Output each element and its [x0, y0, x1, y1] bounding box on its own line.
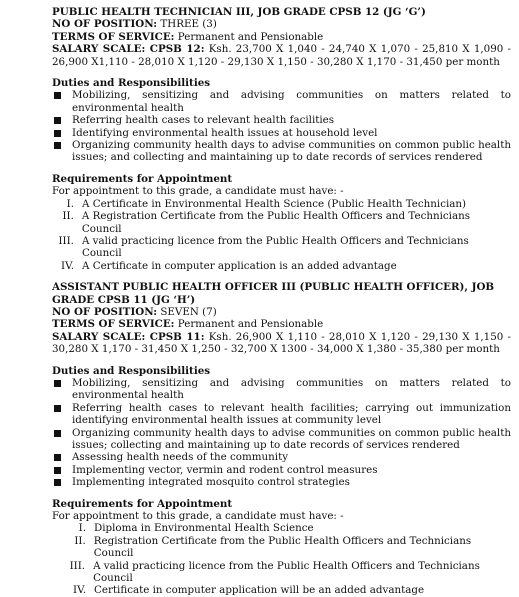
list-item	[52, 584, 511, 596]
list-item: Implementing integrated mosquito control strategies	[52, 476, 511, 488]
terms-value: Permanent and Pensionable	[174, 30, 324, 43]
positions-label: NO OF POSITION:	[52, 305, 158, 318]
list-item	[52, 260, 511, 272]
item-number: I.	[78, 522, 86, 535]
requirements-heading: Requirements for Appointment	[52, 497, 233, 510]
list-item: Organizing community health days to advise communities on common public health issues; collecting and maintaining up to date records of services rendered	[52, 427, 511, 452]
list-item: Assessing health needs of the community	[52, 451, 511, 463]
terms-line	[52, 31, 511, 43]
requirements-intro: For appointment to this grade, a candidate must have: -	[52, 185, 344, 198]
requirements-heading: Requirements for Appointment	[52, 172, 233, 185]
item-number: III.	[58, 234, 74, 247]
item-text: A valid practicing licence from the Public Health Officers and Technicians Council	[93, 559, 480, 585]
list-item	[52, 210, 511, 235]
item-number: IV.	[61, 259, 74, 272]
job-title: PUBLIC HEALTH TECHNICIAN III, JOB GRADE CPSB 12 (JG ‘G’)	[52, 6, 426, 18]
item-number: IV.	[73, 584, 86, 597]
terms-line	[52, 318, 511, 330]
positions-line	[52, 306, 511, 318]
salary-line	[52, 43, 511, 68]
list-item: Identifying environmental health issues at household level	[52, 127, 511, 139]
duties-heading: Duties and Responsibilities	[52, 77, 211, 90]
list-item: Implementing vector, vermin and rodent control measures	[52, 464, 511, 476]
item-text: Diploma in Environmental Health Science	[94, 522, 314, 535]
salary-label: SALARY SCALE: CPSB 11:	[52, 330, 205, 343]
positions-value: THREE (3)	[157, 18, 217, 31]
duties-list	[52, 377, 511, 489]
list-item	[52, 522, 511, 534]
list-item: Organizing community health days to advise communities on common public health issues; and collecting and maintaining up to date records of services rendered	[52, 139, 511, 164]
terms-value: Permanent and Pensionable	[174, 318, 324, 331]
list-item: Referring health cases to relevant health facilities	[52, 114, 511, 126]
job-section-technician	[52, 6, 511, 272]
item-number: III.	[69, 559, 86, 572]
salary-value: Ksh. 26,900 X 1,110 - 28,010 X 1,120 - 29,130 X 1,150 - 30,280 X 1,170 - 31,450 X 1,250 - 32,700 X 1300 - 34,000 X 1,380 - 35,380 per month	[52, 330, 511, 356]
list-item	[52, 198, 511, 210]
duties-heading: Duties and Responsibilities	[52, 364, 211, 377]
requirements-list	[52, 522, 511, 596]
list-item: Mobilizing, sensitizing and advising communities on matters related to environmental health	[52, 377, 511, 402]
requirements-list	[52, 198, 511, 272]
item-text: Registration Certificate from the Public Health Officers and Technicians Council	[93, 534, 472, 560]
duties-list	[52, 89, 511, 163]
list-item: Referring health cases to relevant health facilities; carrying out immunization identifying environmental health issues at community level	[52, 402, 511, 427]
salary-line	[52, 331, 511, 356]
list-item	[52, 535, 511, 560]
list-item	[52, 235, 511, 260]
list-item	[52, 560, 511, 585]
salary-value: Ksh. 23,700 X 1,040 - 24,740 X 1,070 - 25,810 X 1,090 - 26,900 X1,110 - 28,010 X 1,120 - 29,130 X 1,150 - 30,280 X 1,170 - 31,450 per month	[52, 43, 511, 68]
requirements-intro: For appointment to this grade, a candidate must have: -	[52, 510, 344, 523]
positions-line	[52, 18, 511, 30]
job-section-officer	[52, 281, 511, 597]
terms-label: TERMS OF SERVICE:	[52, 318, 175, 331]
item-text: Certificate in computer application will be an added advantage	[94, 584, 425, 597]
terms-label: TERMS OF SERVICE:	[52, 30, 175, 43]
item-number: II.	[74, 534, 86, 547]
salary-label: SALARY SCALE: CPSB 12:	[52, 43, 205, 56]
item-number: II.	[62, 210, 74, 223]
positions-label: NO OF POSITION:	[52, 18, 158, 31]
list-item: Mobilizing, sensitizing and advising communities on matters related to environmental health	[52, 89, 511, 114]
item-text: A valid practicing licence from the Public Health Officers and Technicians Council	[81, 234, 469, 260]
positions-value: SEVEN (7)	[157, 305, 217, 318]
item-text: A Certificate in Environmental Health Science (Public Health Technician)	[82, 197, 467, 210]
item-number: I.	[66, 197, 74, 210]
item-text: A Certificate in computer application is an added advantage	[82, 259, 397, 272]
job-title: ASSISTANT PUBLIC HEALTH OFFICER III (PUBLIC HEALTH OFFICER), JOB GRADE CPSB 11 (JG ‘H’)	[52, 281, 495, 306]
item-text: A Registration Certificate from the Public Health Officers and Technicians Council	[81, 210, 471, 235]
